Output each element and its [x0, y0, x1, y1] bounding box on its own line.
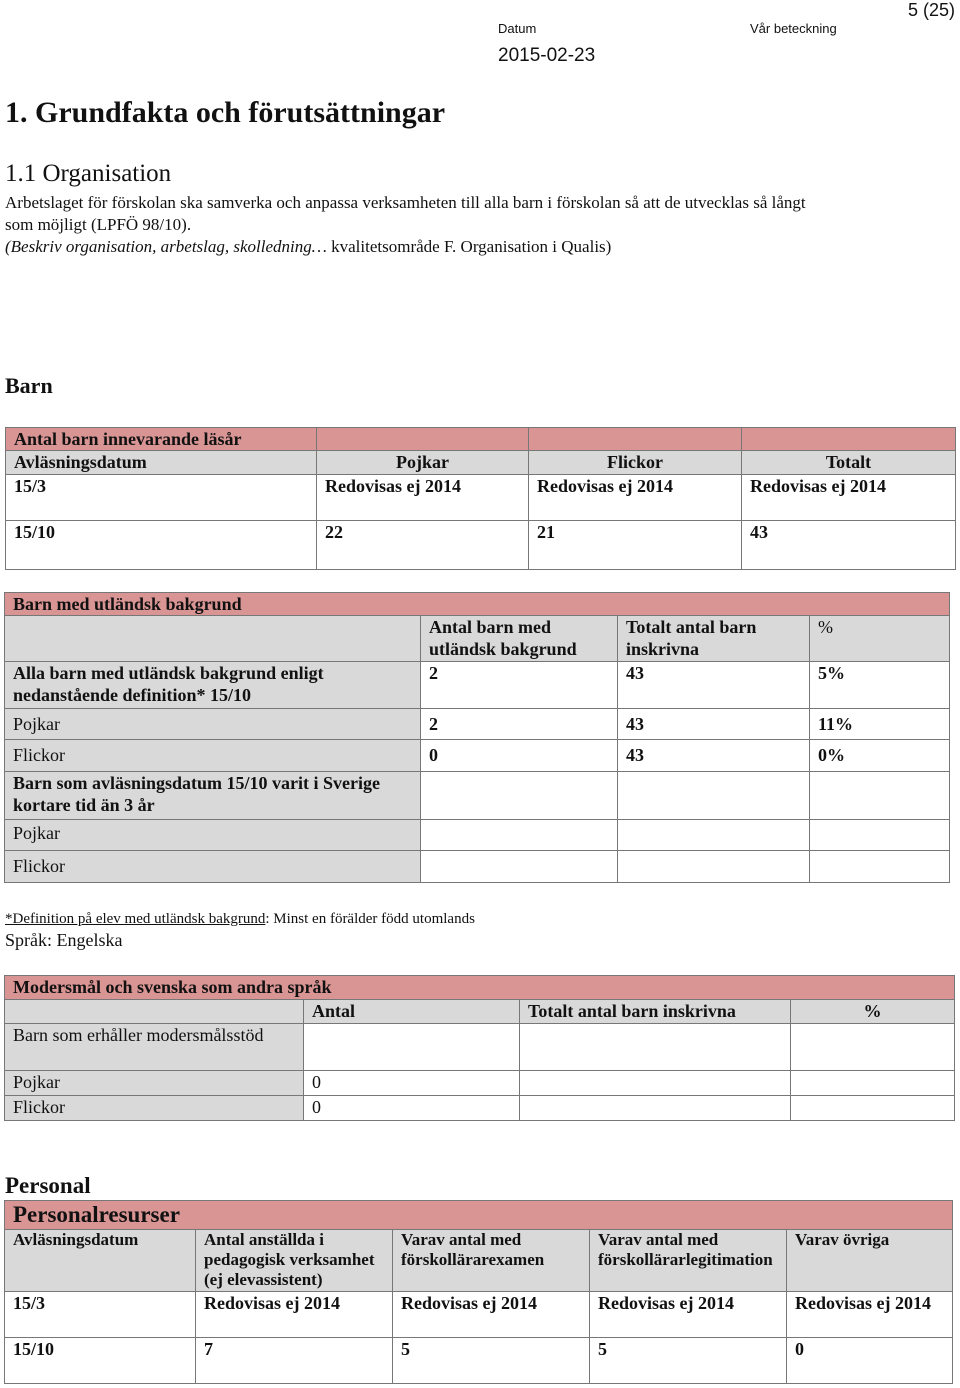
section-heading: 1. Grundfakta och förutsättningar	[5, 96, 446, 129]
modersmal-header-antal: Antal	[304, 1000, 520, 1024]
sverige-label: Barn som avläsningsdatum 15/10 varit i Sverige kortare tid än 3 år	[5, 772, 421, 820]
table-cell: Pojkar	[5, 709, 421, 740]
barn-table-title: Antal barn innevarande läsår	[6, 428, 317, 451]
beteckning-label: Vår beteckning	[750, 21, 837, 36]
table-cell: 0	[421, 740, 618, 772]
personal-header-ovriga: Varav övriga	[787, 1230, 953, 1292]
datum-label: Datum	[498, 21, 537, 36]
table-cell: 43	[618, 740, 810, 772]
table-cell: 0	[787, 1338, 953, 1384]
table-cell: 11%	[810, 709, 950, 740]
table-row	[6, 521, 956, 570]
table-cell: Redovisas ej 2014	[393, 1292, 590, 1338]
table-cell: 7	[196, 1338, 393, 1384]
personal-heading: Personal	[5, 1173, 91, 1198]
table-cell: 15/3	[6, 475, 317, 521]
barn-header-date: Avläsningsdatum	[6, 451, 317, 475]
note-rest: kvalitetsområde F. Organisation i Qualis)	[326, 237, 612, 256]
document-date: 2015-02-23	[498, 45, 596, 66]
modersmal-table	[4, 975, 955, 1121]
personal-header-legitimation: Varav antal med förskollärarlegitimation	[590, 1230, 787, 1292]
page-number: 5 (25)	[908, 0, 956, 20]
definition-rest: : Minst en förälder född utomlands	[265, 911, 475, 927]
table-cell: Redovisas ej 2014	[529, 475, 742, 521]
modersmal-header-pct: %	[791, 1000, 955, 1024]
intro-line-1: Arbetslaget för förskolan ska samverka och anpassa verksamheten till alla barn i förskolan så att de utvecklas så långt	[5, 193, 806, 212]
intro-line-2: som möjligt (LPFÖ 98/10).	[5, 215, 192, 234]
table-row	[5, 709, 950, 740]
modersmal-row-label: Barn som erhåller modersmålsstöd	[5, 1024, 304, 1071]
utlandsk-table	[4, 592, 950, 883]
sverige-pojkar: Pojkar	[5, 820, 421, 851]
table-row	[5, 1338, 953, 1384]
modersmal-table-title: Modersmål och svenska som andra språk	[5, 976, 955, 1000]
table-cell: Redovisas ej 2014	[742, 475, 956, 521]
definition-link: *Definition på elev med utländsk bakgrund	[5, 911, 266, 927]
barn-heading: Barn	[5, 373, 53, 398]
note-italic: (Beskriv organisation, arbetslag, skolledning…	[5, 237, 327, 256]
table-row	[5, 662, 950, 709]
sverige-flickor: Flickor	[5, 851, 421, 883]
table-cell: 15/3	[5, 1292, 196, 1338]
table-cell: Alla barn med utländsk bakgrund enligt nedanstående definition* 15/10	[5, 662, 421, 709]
table-cell: Redovisas ej 2014	[317, 475, 529, 521]
modersmal-pojkar-label: Pojkar	[5, 1071, 304, 1096]
personal-table-title: Personalresurser	[5, 1201, 953, 1230]
table-cell: 43	[618, 709, 810, 740]
table-row	[5, 1292, 953, 1338]
table-cell: Redovisas ej 2014	[787, 1292, 953, 1338]
table-cell: 5%	[810, 662, 950, 709]
table-cell: Flickor	[5, 740, 421, 772]
table-cell: 43	[742, 521, 956, 570]
table-cell: Redovisas ej 2014	[590, 1292, 787, 1338]
utlandsk-header-antal: Antal barn med utländsk bakgrund	[421, 616, 618, 662]
table-cell: 0%	[810, 740, 950, 772]
table-row	[6, 475, 956, 521]
intro-paragraph	[5, 192, 806, 258]
modersmal-header-totalt: Totalt antal barn inskrivna	[520, 1000, 791, 1024]
table-cell: 2	[421, 662, 618, 709]
utlandsk-header-pct: %	[810, 616, 950, 662]
personal-table	[4, 1200, 953, 1384]
table-cell: 15/10	[5, 1338, 196, 1384]
personal-header-anstallda: Antal anställda i pedagogisk verksamhet (ej elevassistent)	[196, 1230, 393, 1292]
barn-header-pojkar: Pojkar	[317, 451, 529, 475]
barn-table	[5, 427, 956, 570]
table-cell: 22	[317, 521, 529, 570]
table-cell: 15/10	[6, 521, 317, 570]
sprak-line: Språk: Engelska	[5, 930, 123, 950]
subsection-heading: 1.1 Organisation	[5, 160, 172, 187]
table-cell: 5	[590, 1338, 787, 1384]
table-cell: 2	[421, 709, 618, 740]
table-cell: 43	[618, 662, 810, 709]
table-cell: 21	[529, 521, 742, 570]
modersmal-pojkar-value: 0	[304, 1071, 520, 1096]
table-cell: 5	[393, 1338, 590, 1384]
definition-note	[5, 911, 475, 928]
utlandsk-table-title: Barn med utländsk bakgrund	[5, 593, 950, 616]
table-row	[5, 740, 950, 772]
personal-header-date: Avläsningsdatum	[5, 1230, 196, 1292]
modersmal-flickor-label: Flickor	[5, 1096, 304, 1121]
barn-header-flickor: Flickor	[529, 451, 742, 475]
utlandsk-header-totalt: Totalt antal barn inskrivna	[618, 616, 810, 662]
modersmal-flickor-value: 0	[304, 1096, 520, 1121]
barn-header-totalt: Totalt	[742, 451, 956, 475]
personal-header-examen: Varav antal med förskollärarexamen	[393, 1230, 590, 1292]
table-cell: Redovisas ej 2014	[196, 1292, 393, 1338]
